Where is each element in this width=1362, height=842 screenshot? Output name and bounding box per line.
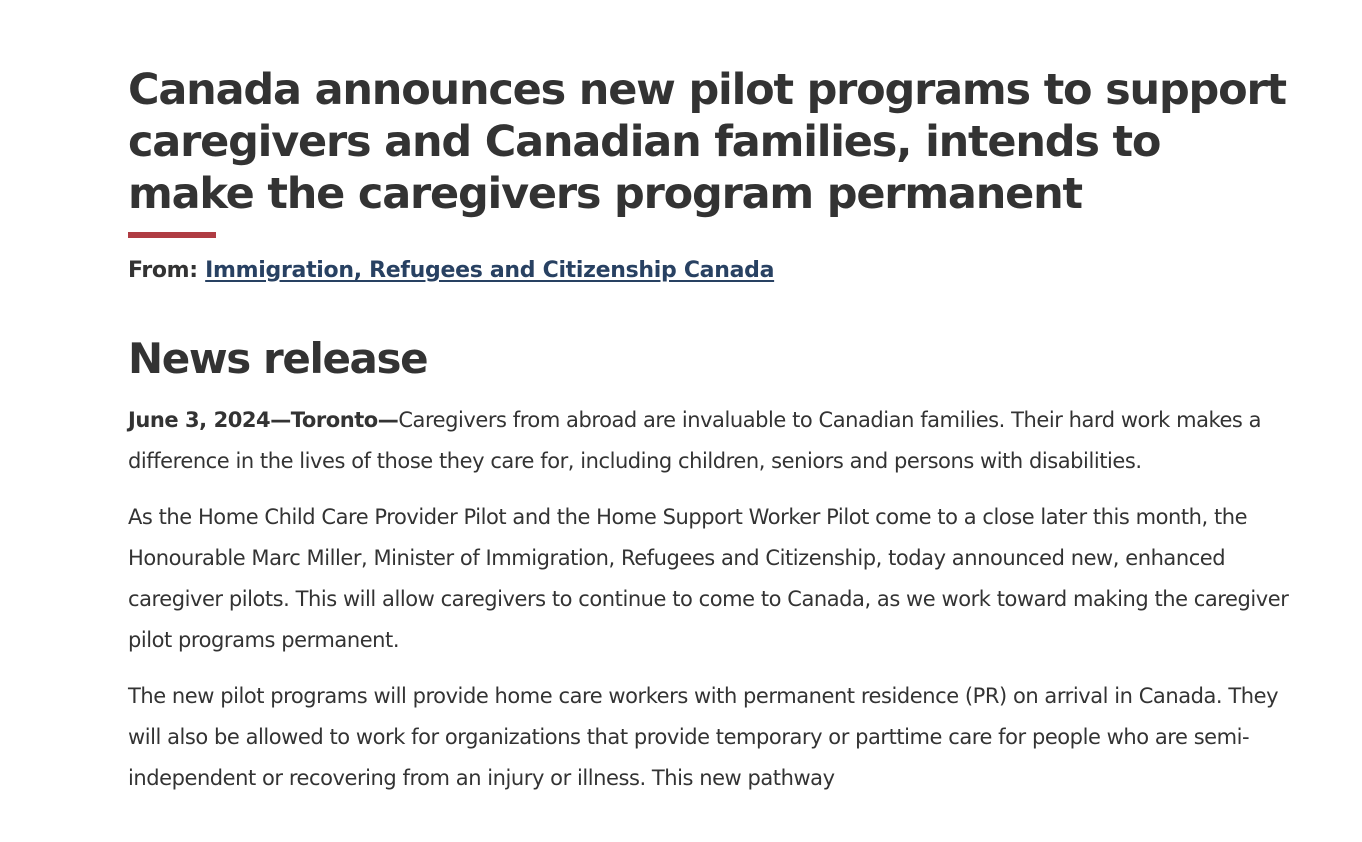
main-content	[128, 64, 1318, 799]
lead-paragraph	[128, 400, 1308, 482]
lead-paragraph-text: Caregivers from abroad are invaluable to Canadian families. Their hard work makes a difference in the lives of those they care for, including children, seniors and persons with disabilities.	[128, 408, 1262, 473]
from-line	[128, 254, 1318, 288]
page-title: Canada announces new pilot programs to support caregivers and Canadian families, intends to make the caregivers program permanent	[128, 65, 1286, 219]
title-underline-decoration	[128, 232, 216, 238]
body-paragraph-2: As the Home Child Care Provider Pilot and the Home Support Worker Pilot come to a close later this month, the Honourable Marc Miller, Minister of Immigration, Refugees and Citizenship, today announced new, enhanced caregiver pilots. This will allow caregivers to continue to come to Canada, as we work toward making the caregiver pilot programs permanent.	[128, 505, 1289, 652]
department-link[interactable]: Immigration, Refugees and Citizenship Canada	[205, 258, 775, 283]
dateline: June 3, 2024—Toronto—	[128, 408, 399, 432]
section-heading: News release	[128, 334, 428, 383]
from-label: From:	[128, 258, 198, 283]
body-paragraph-3: The new pilot programs will provide home care workers with permanent residence (PR) on arrival in Canada. They will also be allowed to work for organizations that provide temporary or parttime care for people who are semi-independent or recovering from an injury or illness. This new pathway	[128, 684, 1279, 790]
